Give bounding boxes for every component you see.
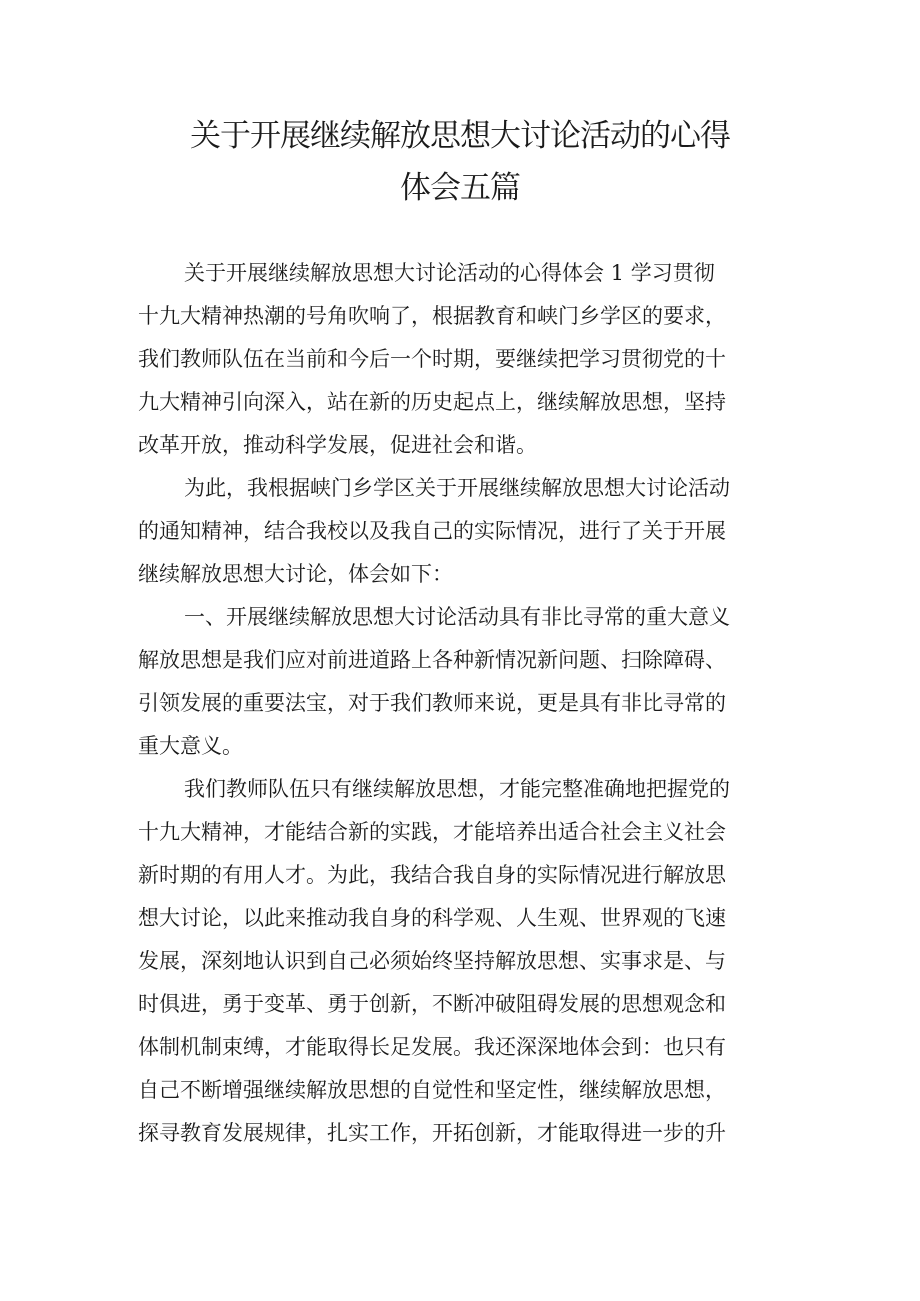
title-line-1: 关于开展继续解放思想大讨论活动的心得 bbox=[190, 118, 730, 154]
paragraph-line: 时俱进，勇于变革、勇于创新，不断冲破阻碍发展的思想观念和 bbox=[138, 992, 726, 1016]
paragraph-4 bbox=[138, 768, 788, 1155]
paragraph-line: 我们教师队伍只有继续解放思想，才能完整准确地把握党的 bbox=[184, 777, 730, 801]
paragraph-line: 引领发展的重要法宝，对于我们教师来说，更是具有非比寻常的 bbox=[138, 691, 726, 715]
paragraph-1 bbox=[138, 252, 788, 467]
paragraph-line: 为此，我根据峡门乡学区关于开展继续解放思想大讨论活动 bbox=[184, 476, 730, 500]
paragraph-line: 自己不断增强继续解放思想的自觉性和坚定性，继续解放思想， bbox=[138, 1078, 726, 1102]
document-title bbox=[120, 110, 800, 214]
paragraph-line: 的通知精神，结合我校以及我自己的实际情况，进行了关于开展 bbox=[138, 519, 726, 543]
title-line-2: 体会五篇 bbox=[400, 170, 520, 206]
paragraph-3 bbox=[138, 596, 788, 768]
paragraph-line: 想大讨论，以此来推动我自身的科学观、人生观、世界观的飞速 bbox=[138, 906, 726, 930]
paragraph-line: 关于开展继续解放思想大讨论活动的心得体会 1 学习贯彻 bbox=[184, 261, 715, 285]
paragraph-line: 十九大精神，才能结合新的实践，才能培养出适合社会主义社会 bbox=[138, 820, 726, 844]
paragraph-line: 探寻教育发展规律，扎实工作，开拓创新，才能取得进一步的升 bbox=[138, 1121, 726, 1145]
paragraph-line: 一、开展继续解放思想大讨论活动具有非比寻常的重大意义 bbox=[184, 605, 730, 629]
paragraph-line: 体制机制束缚，才能取得长足发展。我还深深地体会到：也只有 bbox=[138, 1035, 726, 1059]
paragraph-line: 发展，深刻地认识到自己必须始终坚持解放思想、实事求是、与 bbox=[138, 949, 726, 973]
paragraph-line: 我们教师队伍在当前和今后一个时期，要继续把学习贯彻党的十 bbox=[138, 347, 726, 371]
document-body bbox=[138, 252, 788, 1155]
paragraph-line: 九大精神引向深入，站在新的历史起点上，继续解放思想，坚持 bbox=[138, 390, 726, 414]
paragraph-line: 新时期的有用人才。为此，我结合我自身的实际情况进行解放思 bbox=[138, 863, 726, 887]
paragraph-2 bbox=[138, 467, 788, 596]
paragraph-line: 解放思想是我们应对前进道路上各种新情况新问题、扫除障碍、 bbox=[138, 648, 726, 672]
paragraph-line: 改革开放，推动科学发展，促进社会和谐。 bbox=[138, 433, 537, 457]
paragraph-line: 继续解放思想大讨论，体会如下： bbox=[138, 562, 453, 586]
paragraph-line: 十九大精神热潮的号角吹响了，根据教育和峡门乡学区的要求， bbox=[138, 304, 726, 328]
paragraph-line: 重大意义。 bbox=[138, 734, 243, 758]
